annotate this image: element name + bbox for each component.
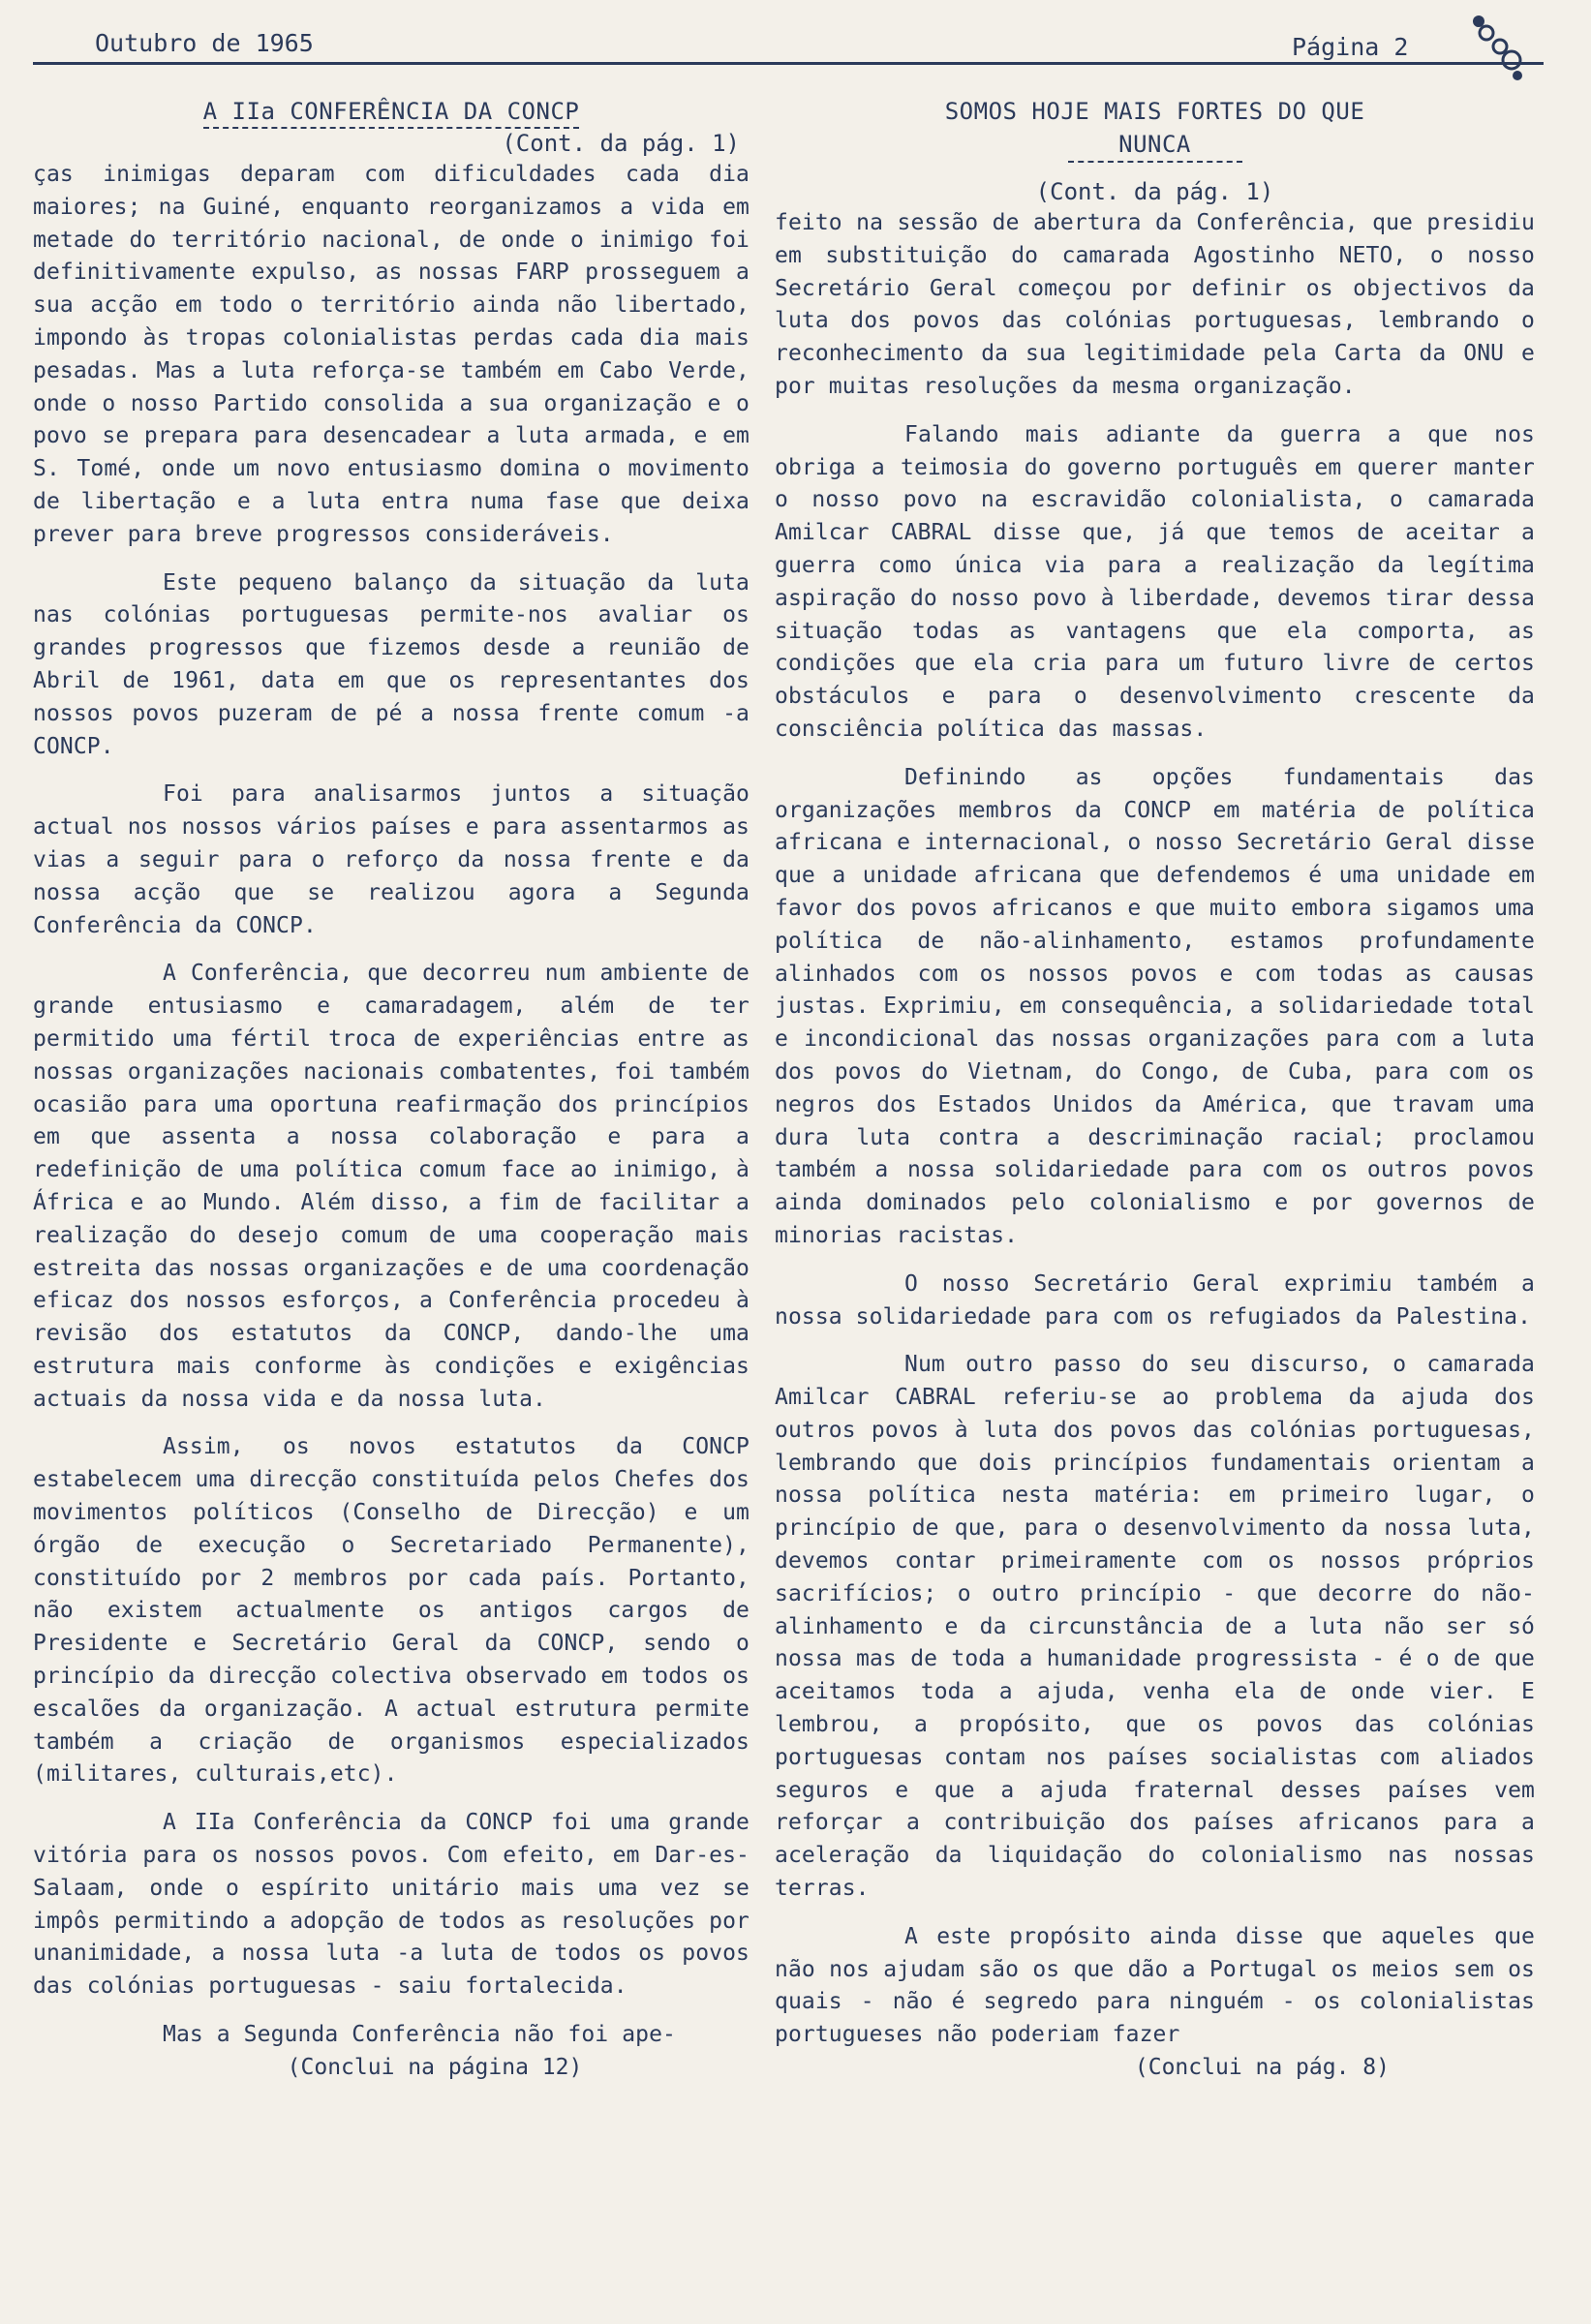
right-paragraph-2: Falando mais adiante da guerra a que nos obriga a teimosia do governo português em querer manter o nosso povo na escravidão colonialista, o camarada Amilcar CABRAL disse que, já que temos de aceitar a guerra como única via para a realização da legítima aspiração do nosso povo à liberdade, devemos tirar dessa situação todas as vantagens que ela comporta, as condições que ela cria para um futuro livre de certos obstáculos e para o desenvolvimento crescente da consciência política das massas. <box>775 421 1535 742</box>
right-paragraph-4: O nosso Secretário Geral exprimiu também a nossa solidariedade para com os refugiados da Palestina. <box>775 1270 1535 1330</box>
right-article-title-line-1: SOMOS HOJE MAIS FORTES DO QUE <box>944 98 1365 125</box>
right-paragraph-3: Definindo as opções fundamentais das organizações membros da CONCP em matéria de política africana e internacional, o nosso Secretário Geral disse que a unidade africana que defendemos é uma unidade em favor dos povos africanos e que muito embora sigamos uma política de não-alinhamento, estamos profundamente alinhados com os nossos povos e com todas as causas justas. Exprimiu, em consequência, a solidariedade total e incondicional das nossas organizações para com a luta dos povos do Vietnam, do Congo, de Cuba, para com os negros dos Estados Unidos da América, que travam uma dura luta contra a descriminação racial; proclamou também a nossa solidariedade para com os outros povos ainda dominados pelo colonialismo e por governos de minorias racistas. <box>775 764 1535 1248</box>
left-paragraph-1: ças inimigas deparam com dificuldades cada dia maiores; na Guiné, enquanto reorganizamos a vida em metade do território nacional, de onde o inimigo foi definitivamente expulso, as nossas FARP prosseguem a sua acção em todo o território ainda não libertado, impondo às tropas colonialistas perdas cada dia mais pesadas. Mas a luta reforça-se também em Cabo Verde, onde o nosso Partido consolida a sua organização e o povo se prepara para desencadear a luta armada, e em S. Tomé, onde um novo entusiasmo domina o movimento de libertação e a luta entra numa fase que deixa prever para breve progressos consideráveis. <box>33 162 750 547</box>
right-paragraph-5: Num outro passo do seu discurso, o camarada Amilcar CABRAL referiu-se ao problema da ajuda dos outros povos à luta dos povos das colónias portuguesas, lembrando que dois princípios fundamentais orientam a nossa política nesta matéria: em primeiro lugar, o princípio de que, para o desenvolvimento da nossa luta, devemos contar primeiramente com os nossos próprios sacrifícios; o outro princípio - que decorre do não-alinhamento e da circunstância de a luta não ser só nossa mas de toda a humanidade progressista - é o de que aceitamos toda a ajuda, venha ela de onde vier. E lembrou, a propósito, que os povos das colónias portuguesas contam nos países socialistas com aliados seguros e que a ajuda fraternal desses países vem reforçar a contribuição dos países africanos para a aceleração da liquidação do colonialismo nas nossas terras. <box>775 1352 1535 1902</box>
left-paragraph-4: A Conferência, que decorreu num ambiente de grande entusiasmo e camaradagem, além de ter permitido uma fértil troca de experiências entre as nossas organizações nacionais combatentes, foi também ocasião para uma oportuna reafirmação dos princípios em que assenta a nossa colaboração e para a redefinição de uma política comum face ao inimigo, à África e ao Mundo. Além disso, a fim de facilitar a realização do desejo comum de uma cooperação mais estreita das nossas organizações e de uma coordenação eficaz dos nossos esforços, a Conferência procedeu à revisão dos estatutos da CONCP, dando-lhe uma estrutura mais conforme às condições e exigências actuais da nossa vida e da nossa luta. <box>33 961 750 1412</box>
corner-ornament-icon <box>1457 8 1535 85</box>
right-article <box>775 95 1535 2084</box>
left-article-continued-note: (Conclui na página 12) <box>287 2054 583 2080</box>
left-paragraph-5: Assim, os novos estatutos da CONCP estabelecem uma direcção constituída pelos Chefes dos movimentos políticos (Conselho de Direcção) e um órgão de execução o Secretariado Permanente), constituído por 2 membros por cada país. Portanto, não existem actualmente os antigos cargos de Presidente e Secretário Geral da CONCP, sendo o princípio da direcção colectiva observado em todos os escalões da organização. A actual estrutura permite também a criação de organismos especializados (militares, culturais,etc). <box>33 1434 750 1788</box>
title-rule <box>1068 161 1242 163</box>
left-paragraph-3: Foi para analisarmos juntos a situação actual nos nossos vários países e para assentarmos as vias a seguir para o reforço da nossa frente e da nossa acção que se realizou agora a Segunda Conferência da CONCP. <box>33 781 750 938</box>
header-rule <box>33 62 1544 65</box>
left-article <box>33 95 750 2084</box>
left-paragraph-7: Mas a Segunda Conferência não foi ape- <box>163 2022 676 2048</box>
issue-date: Outubro de 1965 <box>95 29 314 57</box>
right-paragraph-6: A este propósito ainda disse que aqueles que não nos ajudam são os que dão a Portugal os meios sem os quais - não é segredo para ninguém - os colonialistas portugueses não poderiam fazer <box>775 1923 1535 2048</box>
left-article-title: A IIa CONFERÊNCIA DA CONCP <box>33 95 750 128</box>
left-paragraph-2: Este pequeno balanço da situação da luta nas colónias portuguesas permite-nos avaliar os grandes progressos que fizemos desde a reunião de Abril de 1961, data em que os representantes dos nossos povos puzeram de pé a nossa frente comum -a CONCP. <box>33 569 750 759</box>
right-article-continuation: (Cont. da pág. 1) <box>1035 178 1274 205</box>
right-article-continued-note: (Conclui na pág. 8) <box>1134 2055 1390 2081</box>
left-paragraph-6: A IIa Conferência da CONCP foi uma grande vitória para os nossos povos. Com efeito, em Dar-es-Salaam, onde o espírito unitário mais uma vez se impôs permitindo a adopção de todos as resoluções por unanimidade, a nossa luta -a luta de todos os povos das colónias portuguesas - saiu fortalecida. <box>33 1810 750 2000</box>
right-article-title-line-2: NUNCA <box>1118 131 1191 158</box>
page-number: Página 2 <box>1292 33 1409 61</box>
left-article-continuation: (Cont. da pág. 1) <box>502 130 740 157</box>
right-paragraph-1: feito na sessão de abertura da Conferência, que presidiu em substituição do camarada Agostinho NETO, o nosso Secretário Geral começou por definir os objectivos da luta dos povos das colónias portuguesas, lembrando o reconhecimento da sua legitimidade pela Carta da ONU e por muitas resoluções da mesma organização. <box>775 210 1535 399</box>
